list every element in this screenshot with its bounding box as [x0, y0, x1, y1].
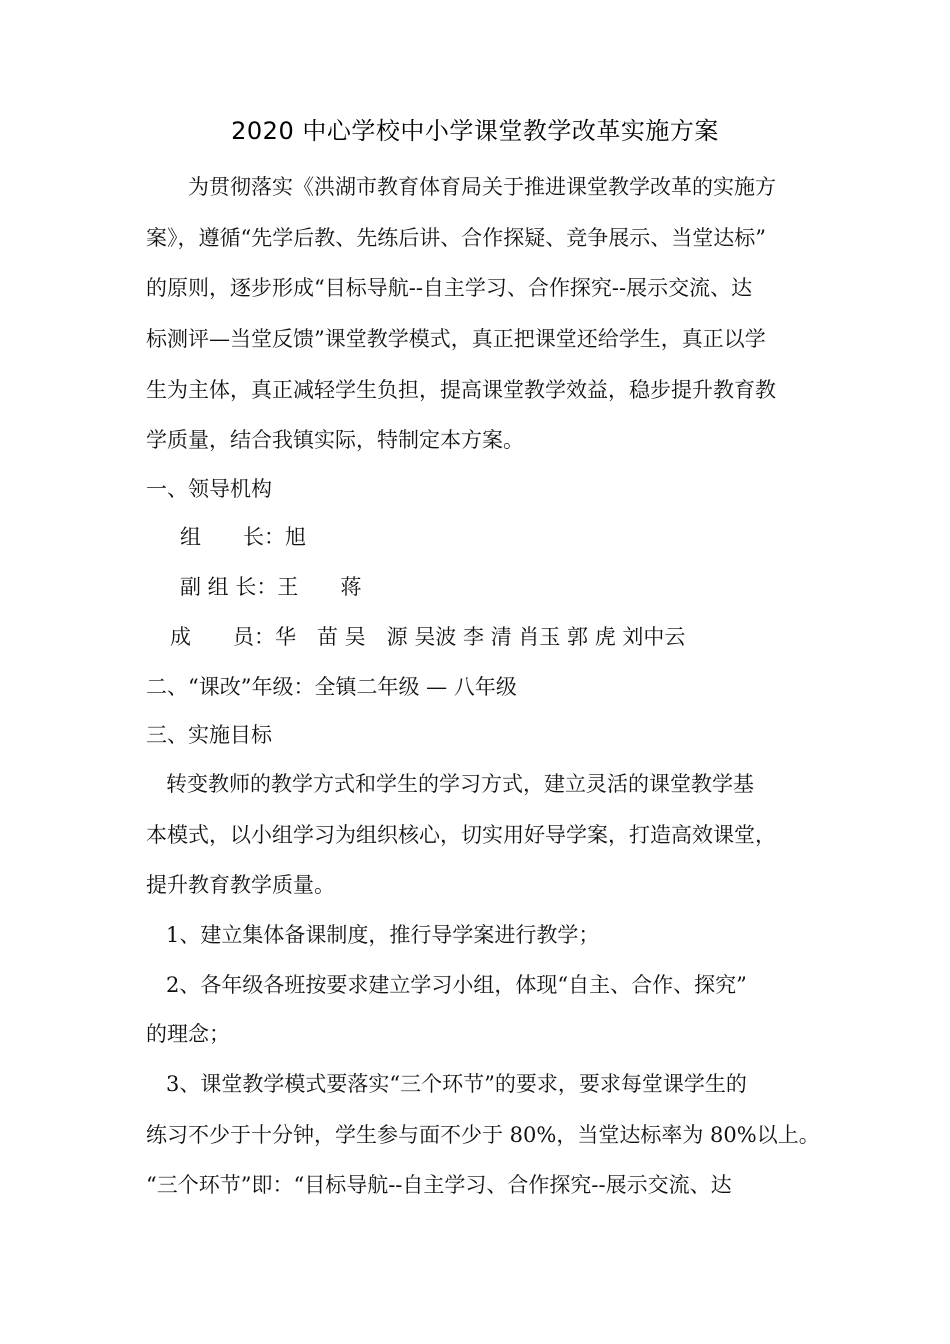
paragraph-line: 练习不少于十分钟，学生参与面不少于 80%，当堂达标率为 80%以上。 — [146, 1123, 820, 1147]
section-heading: 一、领导机构 — [146, 477, 272, 501]
paragraph-line: 的原则，逐步形成“目标导航--自主学习、合作探究--展示交流、达 — [146, 276, 753, 300]
members-line: 成 员：华 苗 吴 源 吴波 李 清 肖玉 郭 虎 刘中云 — [170, 625, 686, 649]
paragraph-line: 标测评—当堂反馈”课堂教学模式，真正把课堂还给学生，真正以学 — [146, 327, 766, 351]
section-heading: 三、实施目标 — [146, 723, 272, 747]
vice-leader-line: 副 组 长：王 蒋 — [180, 575, 362, 599]
list-item: 3、课堂教学模式要落实“三个环节”的要求，要求每堂课学生的 — [166, 1072, 747, 1096]
paragraph-line: 生为主体，真正减轻学生负担，提高课堂教学效益，稳步提升教育教 — [146, 378, 776, 402]
list-item: 2、各年级各班按要求建立学习小组，体现“自主、合作、探究” — [166, 973, 747, 997]
paragraph-line: 转变教师的教学方式和学生的学习方式，建立灵活的课堂教学基 — [166, 772, 754, 796]
leader-line: 组 长：旭 — [180, 525, 306, 549]
paragraph-line: “三个环节”即：“目标导航--自主学习、合作探究--展示交流、达 — [146, 1173, 732, 1197]
paragraph-line: 提升教育教学质量。 — [146, 873, 335, 897]
paragraph-line: 案》，遵循“先学后教、先练后讲、合作探疑、竞争展示、当堂达标” — [146, 226, 766, 250]
list-item: 1、建立集体备课制度，推行导学案进行教学； — [166, 923, 600, 947]
paragraph-line: 为贯彻落实《洪湖市教育体育局关于推进课堂教学改革的实施方 — [188, 175, 776, 199]
document-title: 2020 中心学校中小学课堂教学改革实施方案 — [231, 117, 719, 145]
paragraph-line: 本模式，以小组学习为组织核心，切实用好导学案，打造高效课堂， — [146, 823, 776, 847]
section-heading: 二、“课改”年级：全镇二年级 — 八年级 — [146, 675, 517, 699]
paragraph-line: 的理念； — [146, 1022, 230, 1046]
paragraph-line: 学质量，结合我镇实际，特制定本方案。 — [146, 428, 524, 452]
